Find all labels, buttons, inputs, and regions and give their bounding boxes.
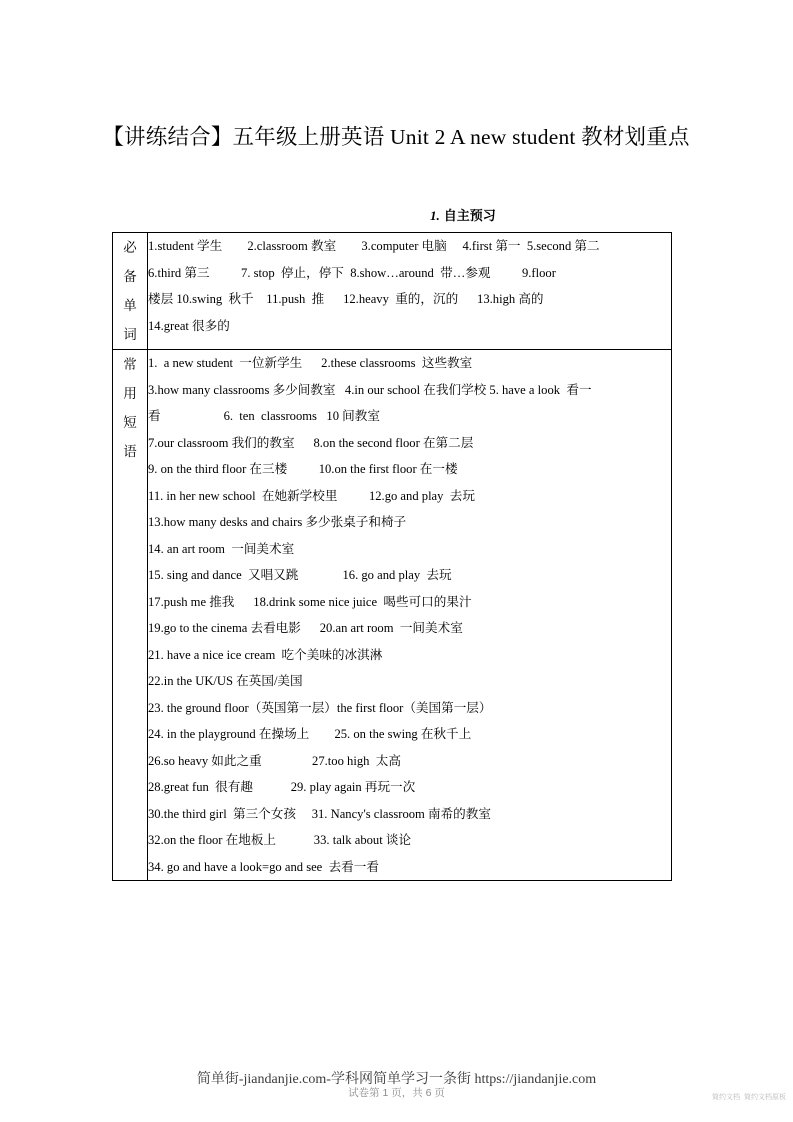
phrase-line: 21. have a nice ice cream 吃个美味的冰淇淋	[148, 647, 383, 662]
phrase-line: 23. the ground floor（英国第一层）the first floor（美国第一层）	[148, 700, 492, 715]
label-char: 用	[123, 386, 137, 401]
phrase-line: 15. sing and dance 又唱又跳 16. go and play 去玩	[148, 568, 452, 582]
phrase-line: 9. on the third floor 在三楼 10.on the first floor 在一楼	[148, 462, 458, 476]
label-char: 单	[123, 298, 137, 313]
label-char: 词	[123, 327, 137, 342]
label-char: 短	[123, 415, 137, 430]
phrase-line: 3.how many classrooms 多少间教室 4.in our school 在我们学校 5. have a look 看一	[148, 382, 592, 397]
common-phrases-content	[148, 350, 672, 881]
table-row	[113, 350, 672, 881]
phrase-line: 1. a new student 一位新学生 2.these classrooms 这些教室	[148, 356, 473, 370]
row-label-required-words	[113, 233, 148, 350]
phrase-line: 24. in the playground 在操场上 25. on the swing 在秋千上	[148, 727, 472, 741]
page-title: 【讲练结合】五年级上册英语 Unit 2 A new student 教材划重点	[102, 125, 690, 149]
word-line: 楼层 10.swing 秋千 11.push 推 12.heavy 重的，沉的 13.high 高的	[148, 292, 544, 306]
word-line: 14.great 很多的	[148, 318, 230, 333]
word-line: 6.third 第三 7. stop 停止，停下 8.show…around 带…参观 9.floor	[148, 265, 556, 280]
label-char: 常	[123, 357, 137, 372]
section-heading	[430, 205, 496, 224]
watermark-left: 简约文档	[712, 1094, 740, 1101]
phrase-line: 17.push me 推我 18.drink some nice juice 喝些可口的果汁	[148, 594, 472, 609]
word-line: 1.student 学生 2.classroom 教室 3.computer 电脑 4.first 第一 5.second 第二	[148, 239, 600, 253]
label-char: 必	[123, 240, 137, 255]
label-char: 备	[123, 269, 137, 284]
phrase-line: 14. an art room 一间美术室	[148, 541, 295, 556]
footer-site-note: 简单街-jiandanjie.com-学科网简单学习一条街 https://jiandanjie.com	[196, 1072, 597, 1087]
phrase-line: 看 6. ten classrooms 10 间教室	[148, 409, 380, 423]
phrase-line: 22.in the UK/US 在英国/美国	[148, 674, 303, 688]
label-char: 语	[123, 444, 137, 459]
phrase-line: 11. in her new school 在她新学校里 12.go and play 去玩	[148, 488, 475, 503]
vocabulary-table	[112, 232, 672, 881]
section-number: 1.	[430, 208, 440, 223]
phrase-line: 28.great fun 很有趣 29. play again 再玩一次	[148, 780, 416, 794]
page-number: 试卷第 1 页，共 6 页	[348, 1087, 445, 1099]
table-row	[113, 233, 672, 350]
row-label-common-phrases	[113, 350, 148, 881]
section-label-text: 自主预习	[443, 208, 496, 223]
phrase-line: 26.so heavy 如此之重 27.too high 太高	[148, 753, 401, 768]
phrase-line: 30.the third girl 第三个女孩 31. Nancy's classroom 南希的教室	[148, 806, 491, 821]
required-words-content	[148, 233, 672, 350]
phrase-line: 34. go and have a look=go and see 去看一看	[148, 859, 379, 874]
phrase-line: 13.how many desks and chairs 多少张桌子和椅子	[148, 515, 407, 529]
phrase-line: 32.on the floor 在地板上 33. talk about 谈论	[148, 833, 412, 847]
phrase-line: 7.our classroom 我们的教室 8.on the second floor 在第二层	[148, 435, 474, 450]
phrase-line: 19.go to the cinema 去看电影 20.an art room 一间美术室	[148, 621, 463, 635]
watermark-right: 简约文档原板	[744, 1094, 786, 1101]
